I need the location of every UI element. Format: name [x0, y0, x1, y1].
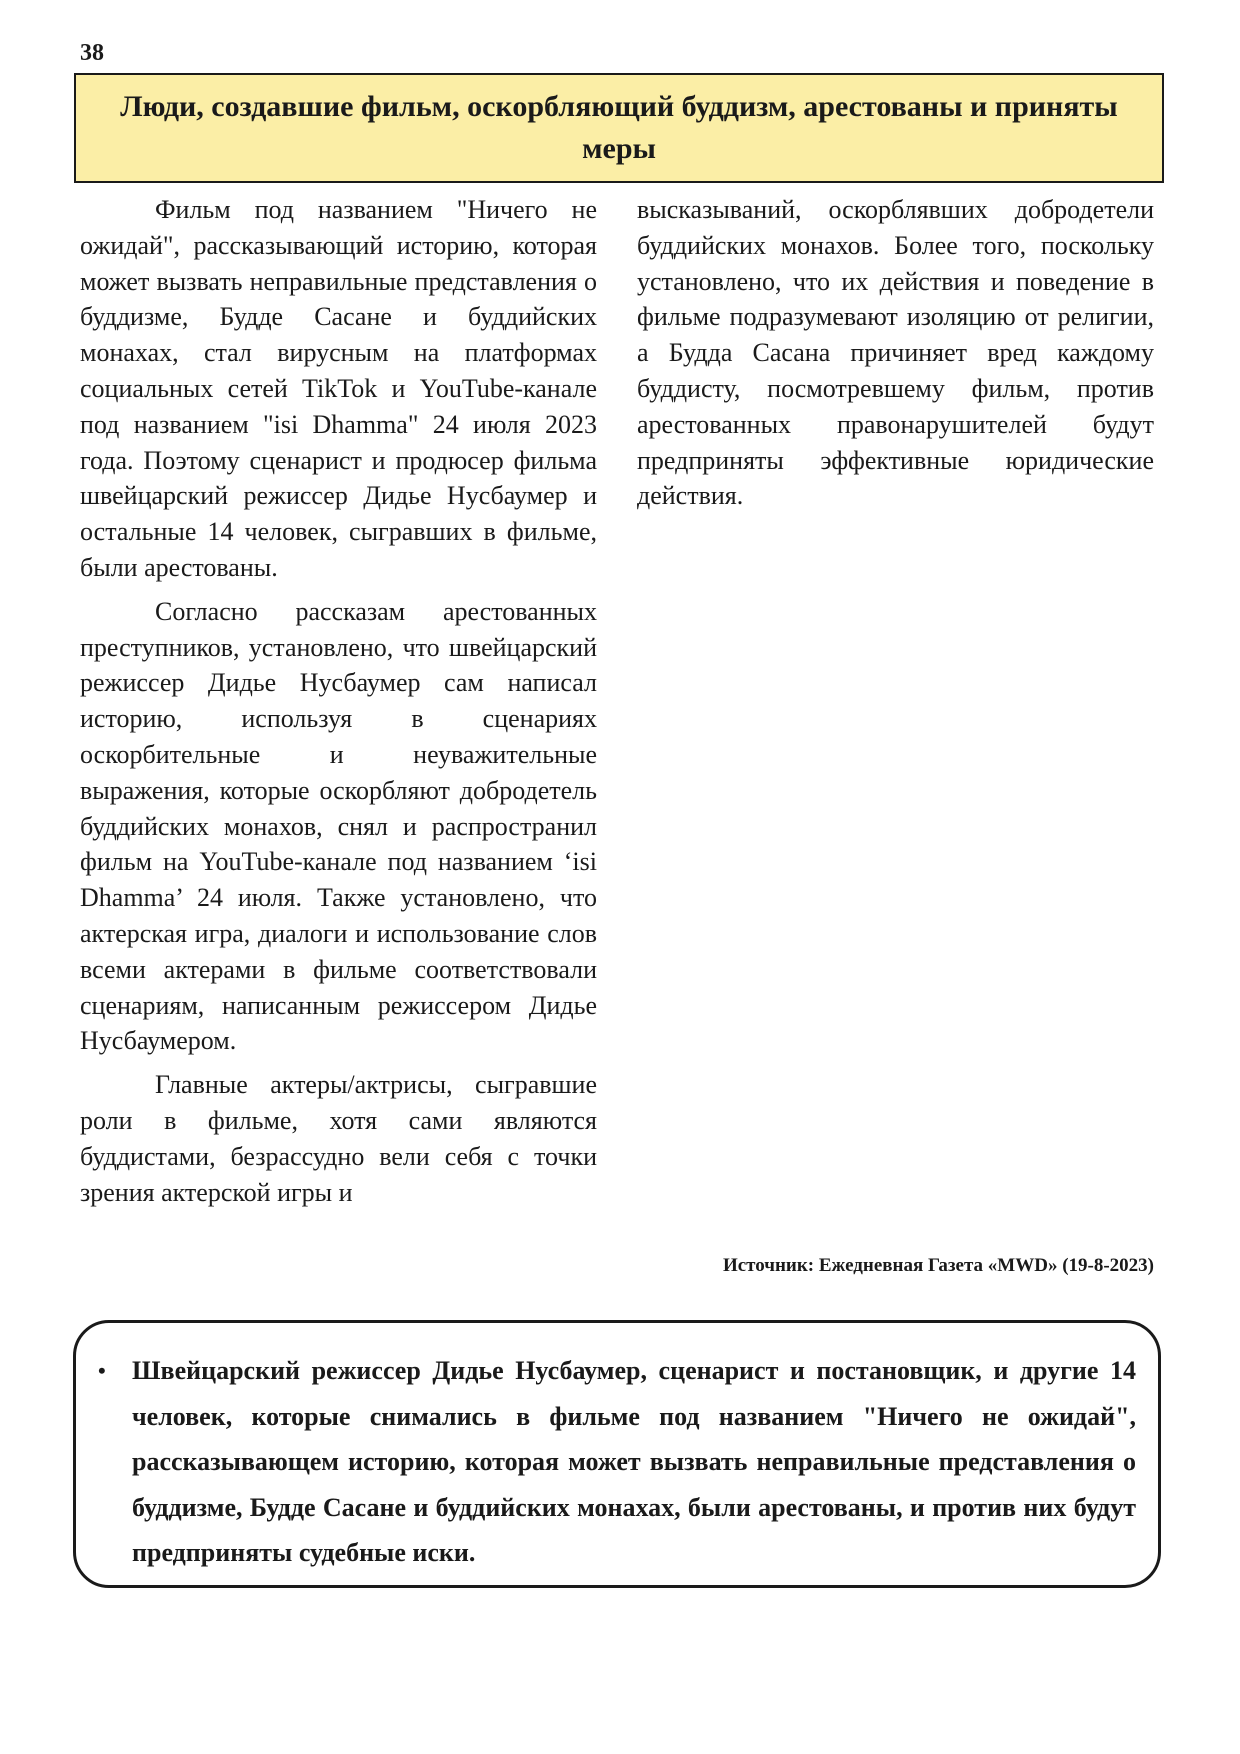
page-number: 38 — [80, 40, 104, 66]
bullet-dot-icon: • — [98, 1358, 106, 1383]
article-paragraph-1: Фильм под названием "Ничего не ожидай", рассказывающий историю, которая может вызвать неправильные представления о буддизме, Будде Сасане и буддийских монахах, стал вирусным на платформах социальных сетей TikTok и YouTube-канале под названием "isi Dhamma" 24 июля 2023 года. Поэтому сценарист и продюсер фильма швейцарский режиссер Дидье Нусбаумер и остальные 14 человек, сыгравших в фильме, были арестованы. — [80, 195, 597, 582]
article-paragraph-2: Согласно рассказам арестованных преступников, установлено, что швейцарский режиссер Дидье Нусбаумер сам написал историю, используя в сценариях оскорбительные и неуважительные выражения, которые оскорбляют добродетель буддийских монахов, снял и распространил фильм на YouTube-канале под названием ‘isi Dhamma’ 24 июля. Также установлено, что актерская игра, диалоги и использование слов всеми актерами в фильме соответствовали сценариям, написанным режиссером Дидье Нусбаумером. — [80, 596, 597, 1056]
article-right-column — [637, 192, 1154, 522]
headline-box — [74, 73, 1164, 183]
article-source: Источник: Ежедневная Газета «MWD» (19-8-2023) — [722, 1255, 1154, 1276]
article-paragraph-3: Главные актеры/актрисы, сыгравшие роли в фильме, хотя сами являются буддистами, безрассудно вели себя с точки зрения актерской игры и — [80, 1070, 597, 1207]
summary-box — [73, 1320, 1161, 1588]
article-paragraph-3-continued: высказываний, оскорблявших добродетели буддийских монахов. Более того, поскольку установлено, что их действия и поведение в фильме подразумевают изоляцию от религии, а Будда Сасана причиняет вред каждому буддисту, посмотревшему фильм, против арестованных правонарушителей будут предприняты эффективные юридические действия. — [637, 195, 1154, 511]
headline: Люди, создавшие фильм, оскорбляющий буддизм, арестованы и приняты меры — [120, 90, 1118, 165]
article-left-column — [80, 192, 597, 1298]
summary-list — [76, 1323, 1158, 1576]
summary-item — [98, 1348, 1136, 1576]
summary-item-text: Швейцарский режиссер Дидье Нусбаумер, сценарист и постановщик, и другие 14 человек, которые снимались в фильме под названием "Ничего не ожидай", рассказывающем историю, которая может вызвать неправильные представления о буддизме, Будде Сасане и буддийских монахах, были арестованы, и против них будут предприняты судебные иски. — [132, 1356, 1136, 1567]
